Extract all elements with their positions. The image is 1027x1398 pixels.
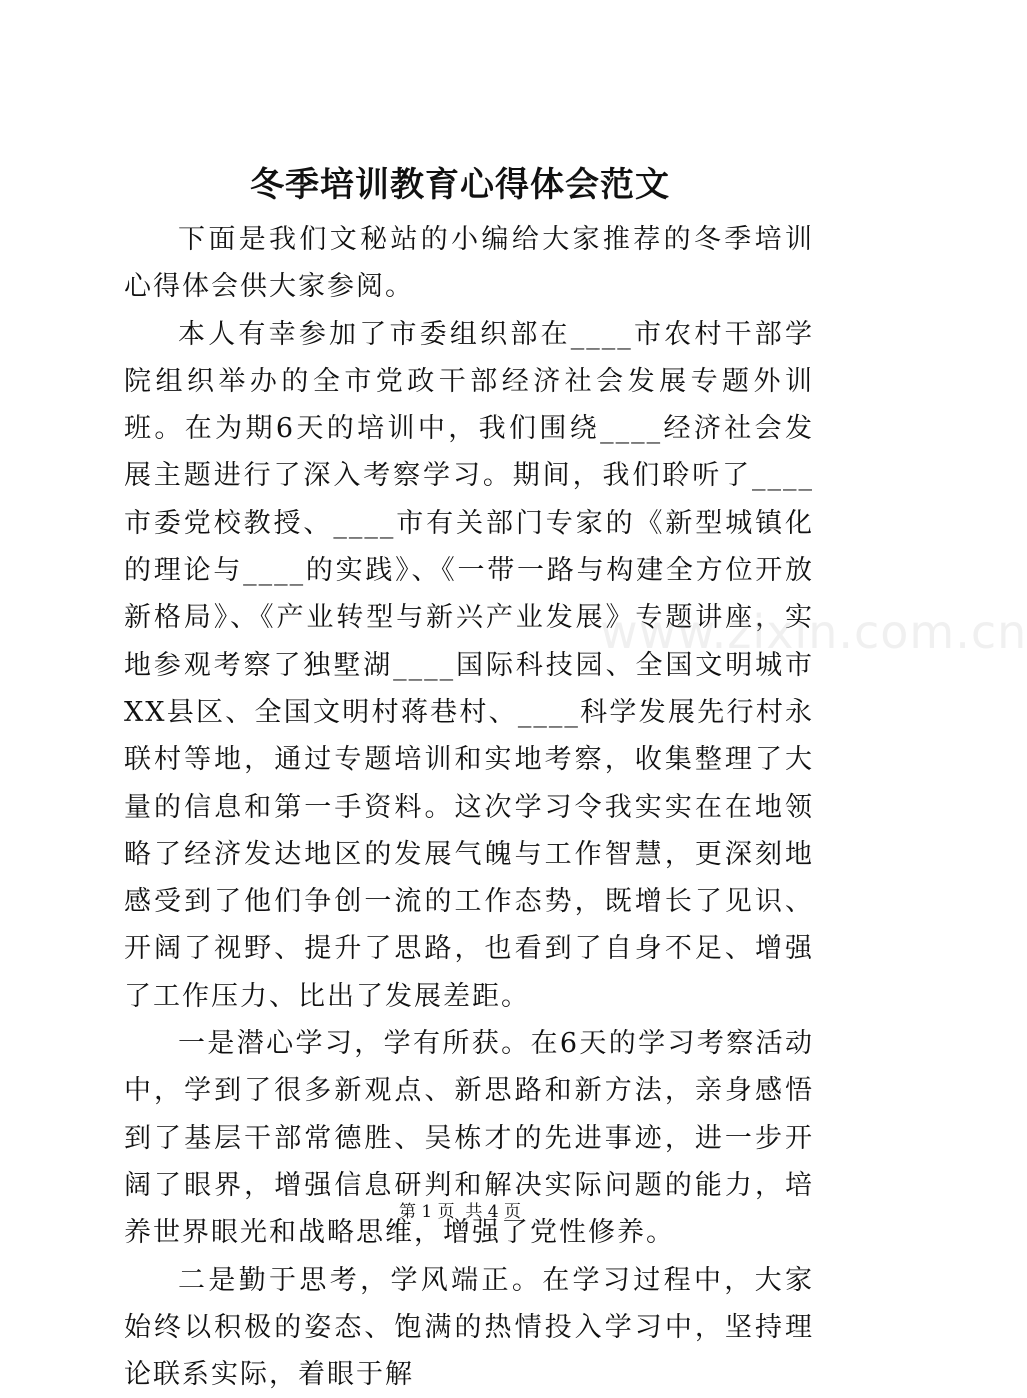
- paragraph-training: 本人有幸参加了市委组织部在____市农村干部学院组织举办的全市党政干部经济社会发展专题外训班。在为期6天的培训中，我们围绕____经济社会发展主题进行了深入考察学习。期间，我们聆听了____市委党校教授、____市有关部门专家的《新型城镇化的理论与____的实践》、《一带一路与构建全方位开放新格局》、《产业转型与新兴产业发展》专题讲座，实地参观考察了独墅湖____国际科技园、全国文明城市XX县区、全国文明村蒋巷村、____科学发展先行村永联村等地，通过专题培训和实地考察，收集整理了大量的信息和第一手资料。这次学习令我实实在在地领略了经济发达地区的发展气魄与工作智慧，更深刻地感受到了他们争创一流的工作态势，既增长了见识、开阔了视野、提升了思路，也看到了自身不足、增强了工作压力、比出了发展差距。: [124, 318, 814, 1012]
- paragraph-point-one: 一是潜心学习，学有所获。在6天的学习考察活动中，学到了很多新观点、新思路和新方法，亲身感悟到了基层干部常德胜、吴栋才的先进事迹，进一步开阔了眼界，增强信息研判和解决实际问题的能力，培养世界眼光和战略思维，增强了党性修养。: [124, 1028, 814, 1249]
- watermark: www.zixin.com.cn: [600, 605, 1027, 659]
- paragraph-intro: 下面是我们文秘站的小编给大家推荐的冬季培训心得体会供大家参阅。: [124, 224, 814, 303]
- paragraph-point-two: 二是勤于思考，学风端正。在学习过程中，大家始终以积极的姿态、饱满的热情投入学习中，坚持理论联系实际，着眼于解: [124, 1264, 814, 1391]
- page-footer: 第 1 页 共 4 页: [398, 1202, 522, 1222]
- document-title: 冬季培训教育心得体会范文: [250, 165, 670, 205]
